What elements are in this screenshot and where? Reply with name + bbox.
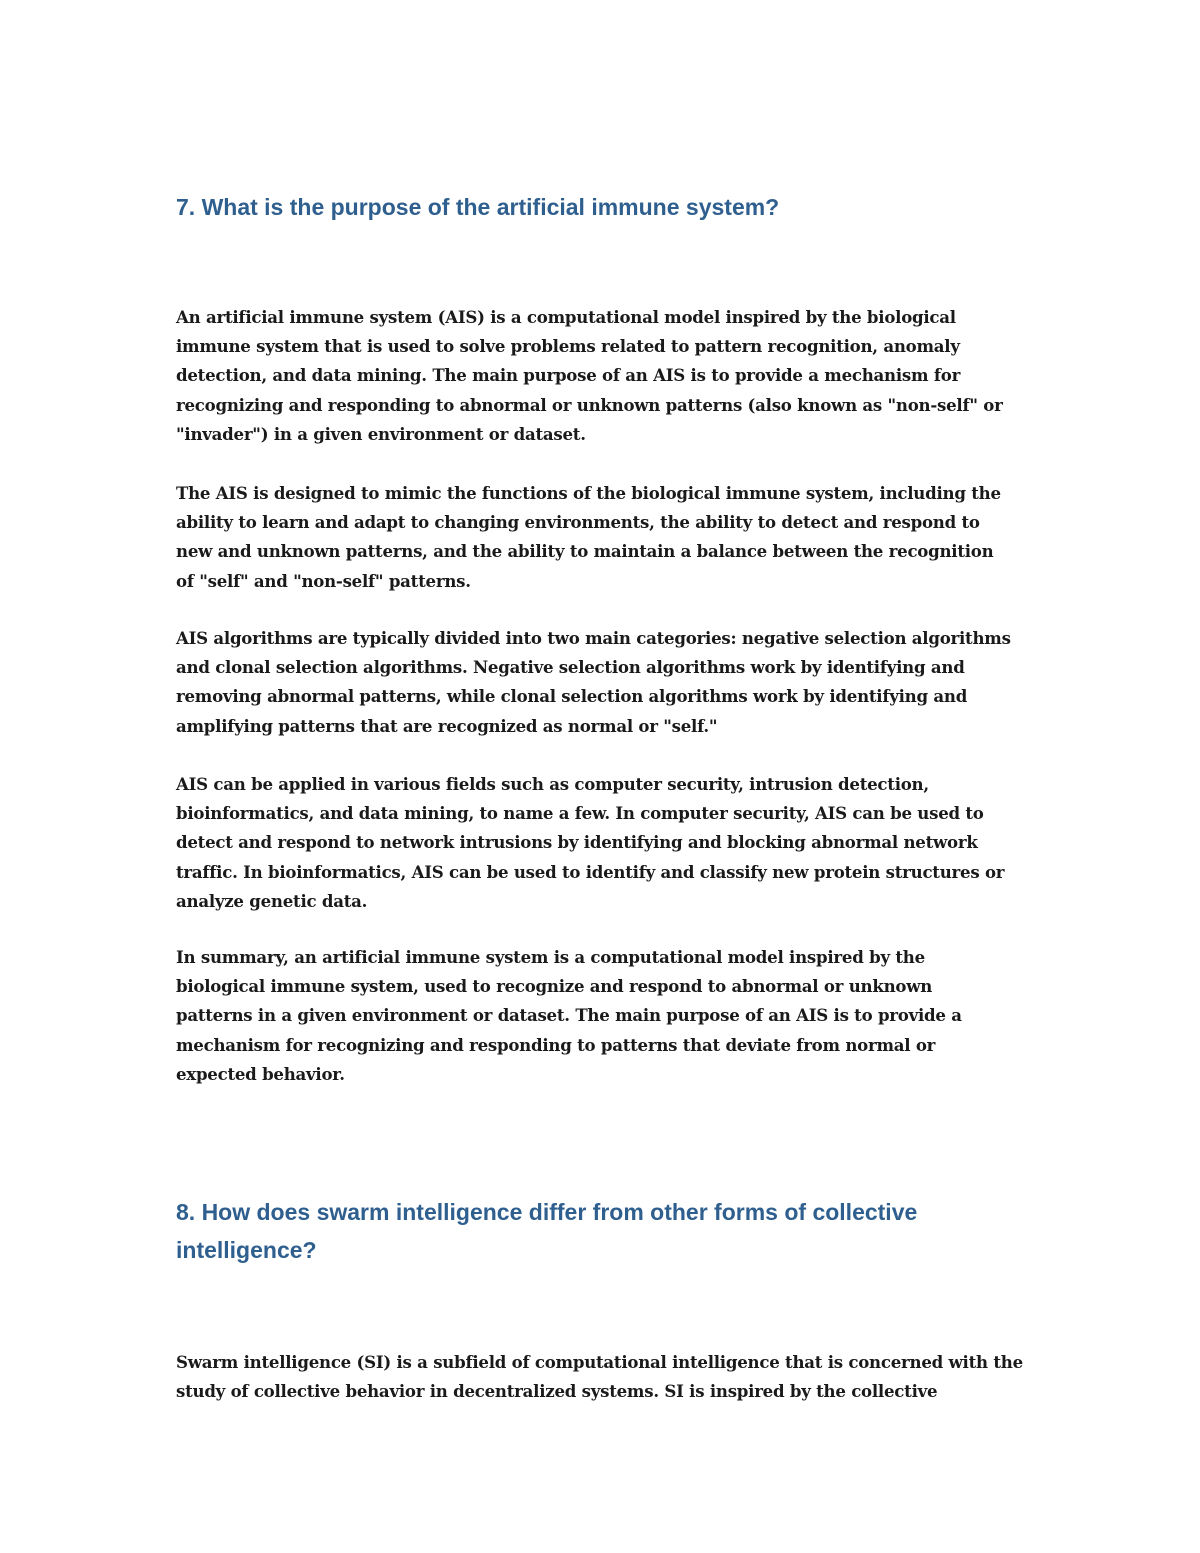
paragraph-7-1 [176, 303, 1046, 449]
text-line: biological immune system, used to recognize and respond to abnormal or unknown [176, 976, 933, 997]
text-line: removing abnormal patterns, while clonal selection algorithms work by identifying and [176, 686, 968, 707]
heading-line: intelligence? [176, 1237, 317, 1263]
paragraph-8-1 [176, 1348, 1046, 1406]
heading-line: 7. What is the purpose of the artificial immune system? [176, 194, 780, 220]
text-line: patterns in a given environment or dataset. The main purpose of an AIS is to provide a [176, 1005, 962, 1026]
text-line: bioinformatics, and data mining, to name a few. In computer security, AIS can be used to [176, 803, 984, 824]
text-line: In summary, an artificial immune system is a computational model inspired by the [176, 947, 925, 967]
text-line: expected behavior. [176, 1063, 345, 1084]
text-line: Swarm intelligence (SI) is a subfield of computational intelligence that is concerned with the [176, 1352, 1023, 1372]
text-line: study of collective behavior in decentralized systems. SI is inspired by the collective [176, 1381, 938, 1402]
text-line: and clonal selection algorithms. Negative selection algorithms work by identifying and [176, 657, 965, 678]
text-line: ability to learn and adapt to changing environments, the ability to detect and respond to [176, 512, 980, 533]
text-line: The AIS is designed to mimic the functions of the biological immune system, including the [176, 483, 1001, 503]
text-line: detect and respond to network intrusions by identifying and blocking abnormal network [176, 832, 978, 853]
text-line: traffic. In bioinformatics, AIS can be used to identify and classify new protein structures or [176, 861, 1005, 882]
text-line: AIS algorithms are typically divided into two main categories: negative selection algorithms [176, 628, 1011, 648]
section-heading-7 [176, 188, 1056, 226]
text-line: detection, and data mining. The main purpose of an AIS is to provide a mechanism for [176, 365, 961, 386]
text-line: "invader") in a given environment or dataset. [176, 423, 586, 444]
text-line: An artificial immune system (AIS) is a computational model inspired by the biological [176, 307, 956, 327]
text-line: recognizing and responding to abnormal or unknown patterns (also known as "non-self" or [176, 394, 1003, 415]
text-line: AIS can be applied in various fields such as computer security, intrusion detection, [176, 774, 929, 794]
paragraph-7-3 [176, 624, 1046, 741]
text-line: of "self" and "non-self" patterns. [176, 570, 471, 591]
text-line: mechanism for recognizing and responding to patterns that deviate from normal or [176, 1034, 936, 1055]
text-line: analyze genetic data. [176, 890, 368, 911]
text-line: amplifying patterns that are recognized as normal or "self." [176, 715, 718, 736]
paragraph-7-4 [176, 770, 1046, 916]
text-line: immune system that is used to solve problems related to pattern recognition, anomaly [176, 336, 960, 357]
paragraph-7-5 [176, 943, 1046, 1089]
heading-line: 8. How does swarm intelligence differ from other forms of collective [176, 1199, 918, 1225]
section-heading-8 [176, 1193, 1056, 1269]
paragraph-7-2 [176, 479, 1046, 596]
text-line: new and unknown patterns, and the ability to maintain a balance between the recognition [176, 541, 994, 562]
